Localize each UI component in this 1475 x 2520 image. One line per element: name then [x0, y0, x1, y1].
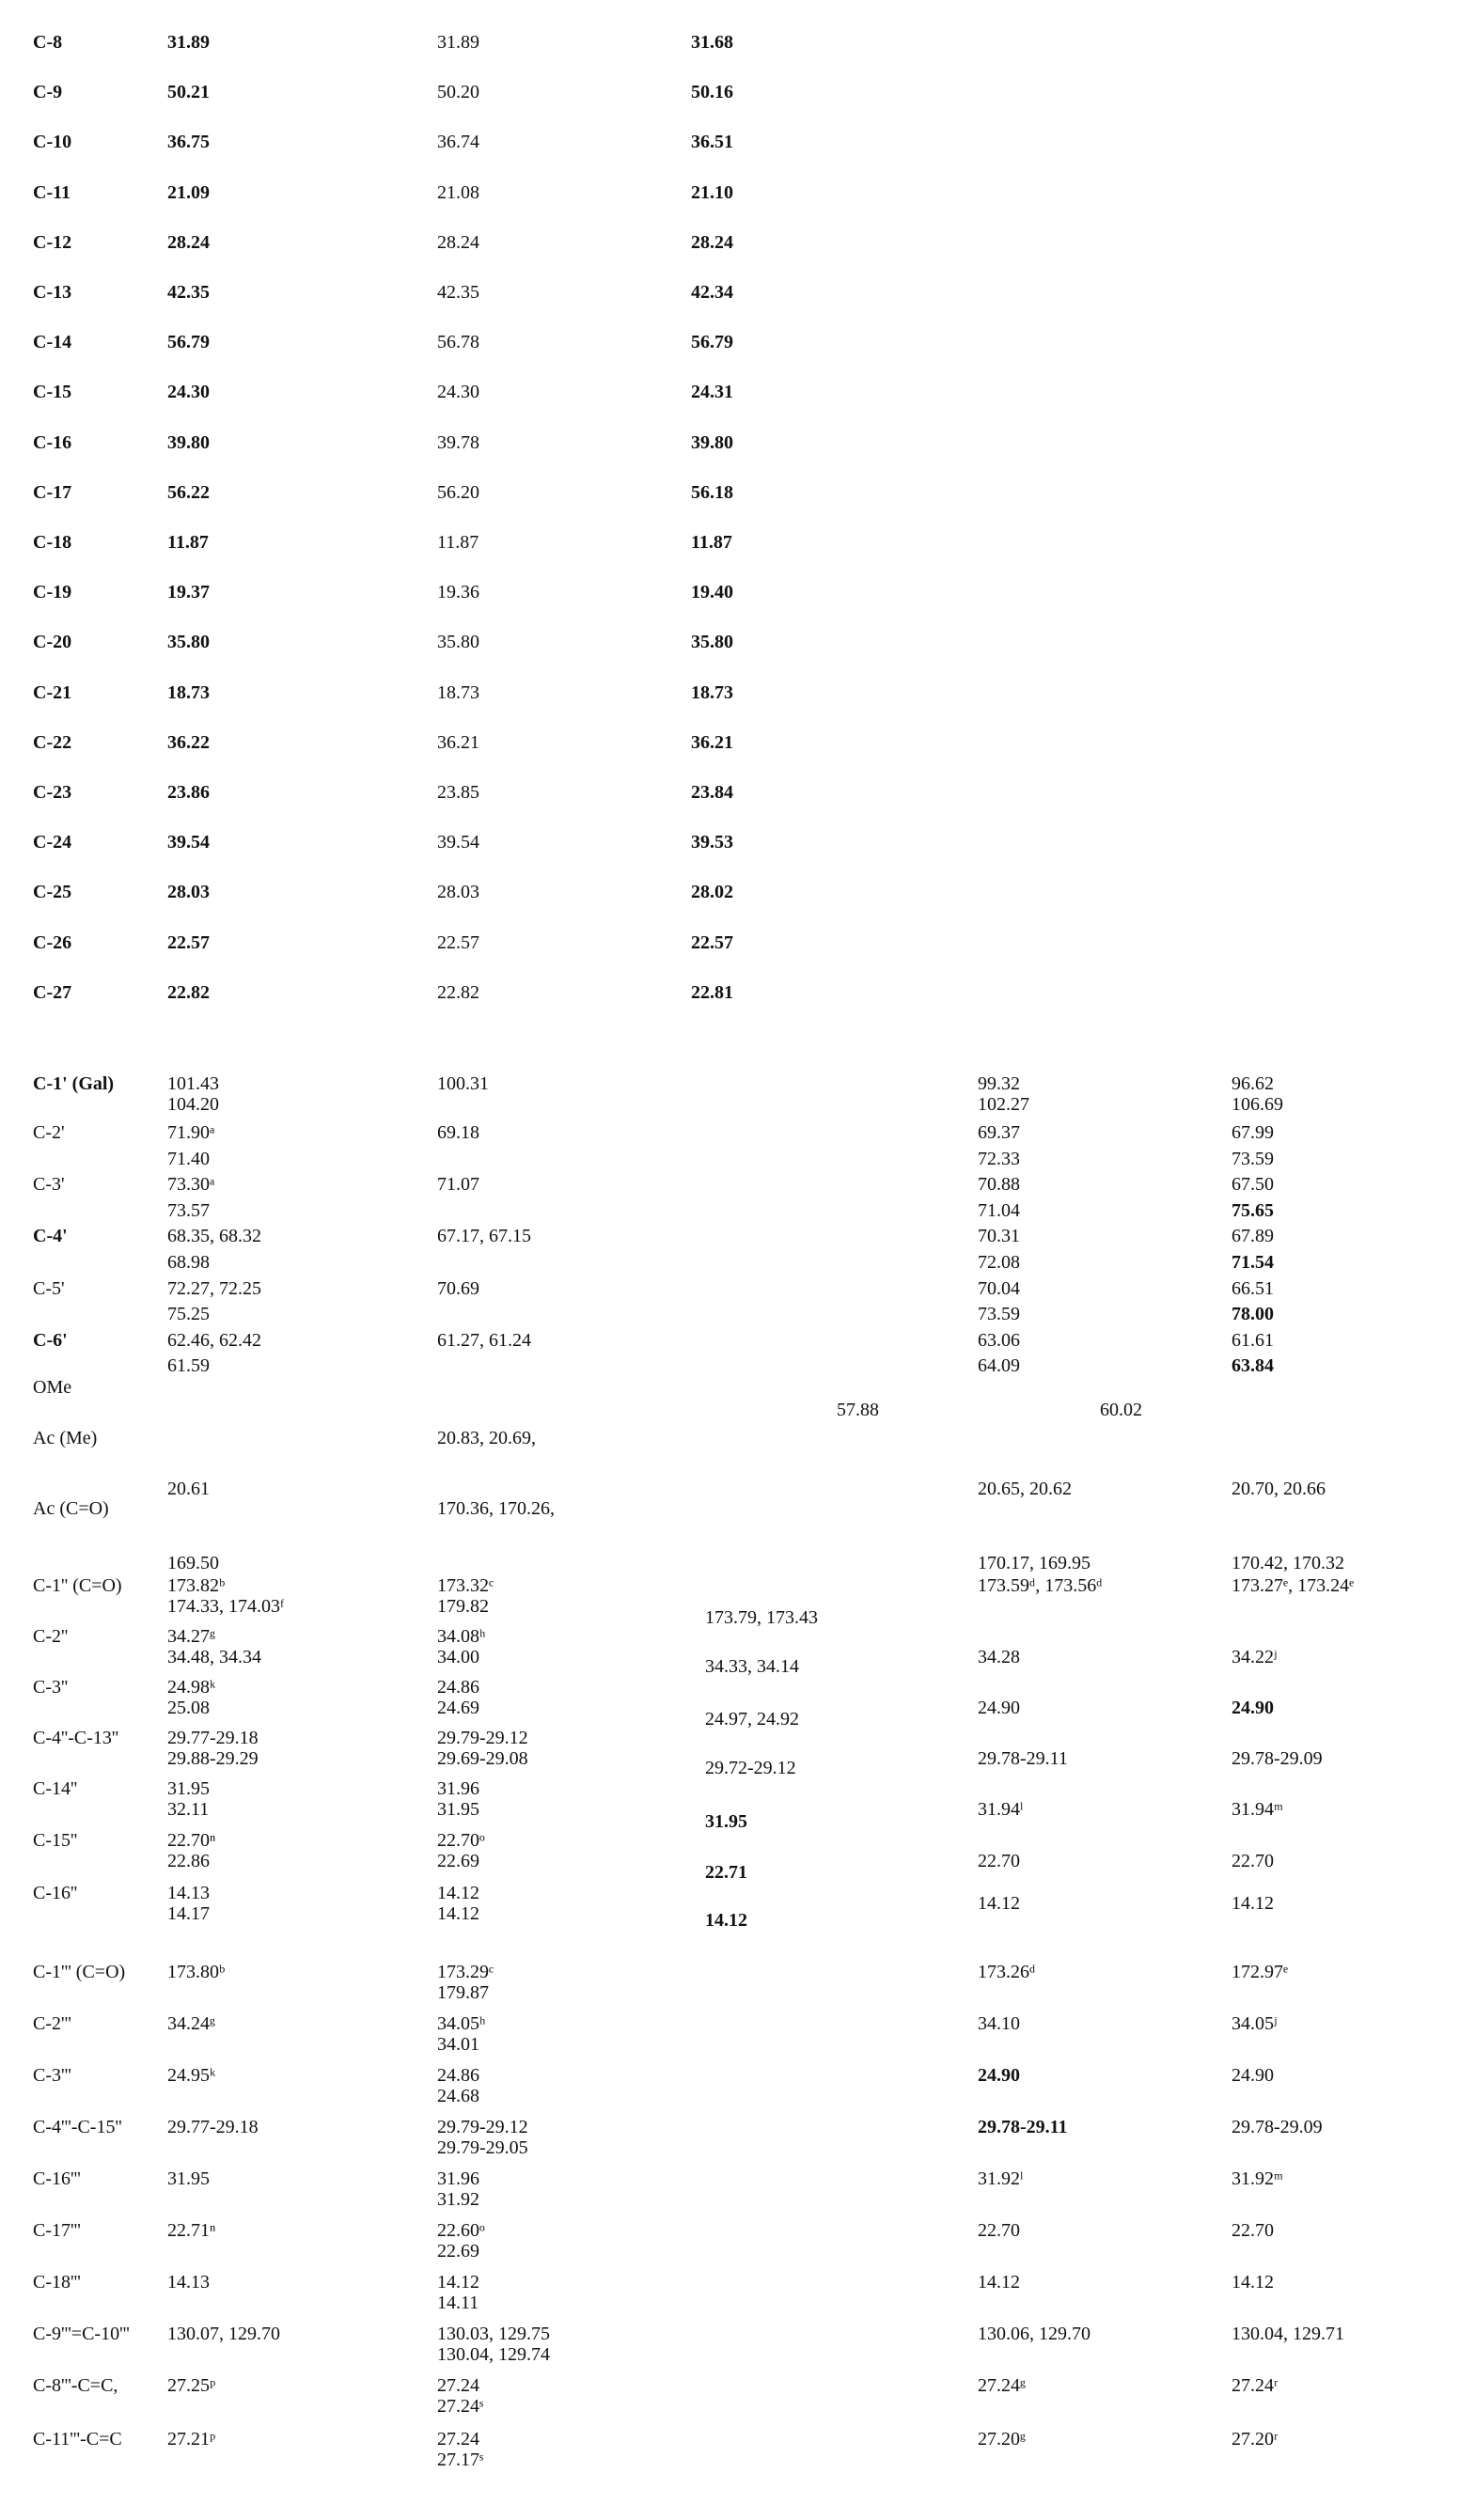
- shift-value: 72.33: [978, 1147, 1020, 1172]
- shift-value: 21.09: [167, 180, 210, 206]
- shift-value: 27.24: [437, 2427, 479, 2452]
- row-label: C-3'': [33, 1675, 68, 1700]
- row-label: C-5': [33, 1276, 65, 1302]
- row-label: C-3''': [33, 2063, 71, 2089]
- row-label: C-15'': [33, 1828, 77, 1854]
- shift-value: 71.04: [978, 1198, 1020, 1224]
- shift-value: 34.05ʲ: [1232, 2011, 1277, 2037]
- shift-value: 22.70ⁿ: [167, 1828, 215, 1854]
- shift-value: 34.01: [437, 2032, 479, 2058]
- row-label: C-2'': [33, 1624, 68, 1650]
- shift-value: 42.34: [691, 280, 733, 305]
- shift-value: 172.97ᵉ: [1232, 1960, 1288, 1985]
- shift-value: 22.57: [691, 931, 733, 956]
- shift-value: 28.02: [691, 880, 733, 905]
- shift-value: 35.80: [437, 630, 479, 655]
- shift-value: 34.10: [978, 2011, 1020, 2037]
- shift-value: 31.94ˡ: [978, 1797, 1023, 1823]
- row-label: C-18: [33, 530, 71, 556]
- shift-value: 22.69: [437, 1849, 479, 1874]
- shift-value: 22.82: [437, 980, 479, 1006]
- shift-value: 67.89: [1232, 1224, 1274, 1249]
- row-label: C-10: [33, 130, 71, 155]
- shift-value: 39.80: [167, 430, 210, 456]
- row-label: C-4''-C-13'': [33, 1726, 118, 1751]
- shift-value: 39.54: [437, 830, 479, 855]
- shift-value: 31.94ᵐ: [1232, 1797, 1283, 1823]
- shift-value: 70.69: [437, 1276, 479, 1302]
- shift-value: 73.59: [978, 1302, 1020, 1327]
- shift-value: 24.30: [437, 380, 479, 405]
- row-label: C-23: [33, 780, 71, 806]
- shift-value: 27.24ᵍ: [978, 2373, 1026, 2399]
- shift-value: 34.24ᵍ: [167, 2011, 215, 2037]
- shift-value: 71.07: [437, 1172, 479, 1197]
- shift-value: 11.87: [691, 530, 732, 556]
- shift-value: 56.22: [167, 480, 210, 506]
- shift-value: 56.79: [691, 330, 733, 355]
- shift-value: 63.06: [978, 1328, 1020, 1354]
- row-label: C-24: [33, 830, 71, 855]
- shift-value: 14.12: [437, 1902, 479, 1927]
- shift-value: 24.69: [437, 1696, 479, 1721]
- row-label: C-9'''=C-10''': [33, 2322, 130, 2347]
- shift-value: 14.12: [978, 1891, 1020, 1917]
- shift-value: 66.51: [1232, 1276, 1274, 1302]
- ome-value: 60.02: [1100, 1398, 1142, 1423]
- shift-value: 61.59: [167, 1354, 210, 1379]
- shift-value: 19.40: [691, 580, 733, 605]
- shift-value: 68.98: [167, 1250, 210, 1276]
- row-label: C-21: [33, 681, 71, 706]
- row-label: C-14: [33, 330, 71, 355]
- shift-value: 169.50: [167, 1551, 219, 1576]
- row-label: C-2': [33, 1120, 65, 1146]
- shift-value: 173.29ᶜ: [437, 1960, 494, 1985]
- shift-value: 29.78-29.11: [978, 1746, 1068, 1772]
- shift-value: 31.92ᵐ: [1232, 2167, 1283, 2192]
- shift-value: 22.70: [978, 1849, 1020, 1874]
- shift-value: 31.95: [437, 1797, 479, 1823]
- shift-value: 27.25ᵖ: [167, 2373, 215, 2399]
- shift-value: 22.71ⁿ: [167, 2218, 215, 2244]
- shift-value: 14.11: [437, 2291, 479, 2316]
- shift-value: 22.60ᵒ: [437, 2218, 485, 2244]
- shift-value: 32.11: [167, 1797, 209, 1823]
- row-label: C-4'''-C-15'': [33, 2115, 122, 2140]
- shift-value: 27.17ˢ: [437, 2448, 483, 2473]
- row-label: C-18''': [33, 2270, 81, 2295]
- shift-value: 22.71: [705, 1860, 747, 1886]
- shift-value: 14.13: [167, 2270, 210, 2295]
- shift-value: 29.79-29.12: [437, 2115, 528, 2140]
- shift-value: 39.78: [437, 430, 479, 456]
- shift-value: 70.88: [978, 1172, 1020, 1197]
- shift-value: 173.80ᵇ: [167, 1960, 225, 1985]
- shift-value: 24.30: [167, 380, 210, 405]
- shift-value: 14.12: [437, 2270, 479, 2295]
- shift-value: 173.32ᶜ: [437, 1573, 494, 1599]
- shift-value: 36.74: [437, 130, 479, 155]
- shift-value: 27.24ʳ: [1232, 2373, 1278, 2399]
- shift-value: 102.27: [978, 1092, 1029, 1118]
- shift-value: 56.79: [167, 330, 210, 355]
- shift-value: 22.57: [437, 931, 479, 956]
- shift-value: 29.88-29.29: [167, 1746, 259, 1772]
- shift-value: 62.46, 62.42: [167, 1328, 261, 1354]
- shift-value: 173.27ᵉ, 173.24ᵉ: [1232, 1573, 1354, 1599]
- shift-value: 22.69: [437, 2239, 479, 2264]
- shift-value: 173.79, 173.43: [705, 1605, 818, 1631]
- row-label: OMe: [33, 1375, 71, 1401]
- shift-value: 21.10: [691, 180, 733, 206]
- shift-value: 99.32: [978, 1072, 1020, 1097]
- shift-value: 23.85: [437, 780, 479, 806]
- shift-value: 173.82ᵇ: [167, 1573, 225, 1599]
- shift-value: 29.77-29.18: [167, 1726, 259, 1751]
- shift-value: 24.90: [978, 2063, 1020, 2089]
- shift-value: 24.90: [1232, 1696, 1274, 1721]
- shift-value: 24.90: [978, 1696, 1020, 1721]
- shift-value: 25.08: [167, 1696, 210, 1721]
- shift-value: 75.65: [1232, 1198, 1274, 1224]
- shift-value: 36.75: [167, 130, 210, 155]
- shift-value: 50.16: [691, 80, 733, 105]
- shift-value: 28.24: [167, 230, 210, 256]
- shift-value: 70.31: [978, 1224, 1020, 1249]
- row-label: C-17: [33, 480, 71, 506]
- shift-value: 179.87: [437, 1980, 489, 2006]
- shift-value: 27.24: [437, 2373, 479, 2399]
- shift-value: 63.84: [1232, 1354, 1274, 1379]
- shift-value: 34.27ᵍ: [167, 1624, 215, 1650]
- shift-value: 56.78: [437, 330, 479, 355]
- shift-value: 68.35, 68.32: [167, 1224, 261, 1249]
- shift-value: 27.21ᵖ: [167, 2427, 215, 2452]
- shift-value: 170.42, 170.32: [1232, 1551, 1344, 1576]
- shift-value: 22.70: [978, 2218, 1020, 2244]
- shift-value: 31.95: [705, 1809, 747, 1835]
- shift-value: 28.24: [437, 230, 479, 256]
- row-label: Ac (C=O): [33, 1496, 109, 1522]
- shift-value: 31.68: [691, 30, 733, 55]
- shift-value: 29.72-29.12: [705, 1756, 796, 1781]
- row-label: C-14'': [33, 1777, 77, 1802]
- shift-value: 50.20: [437, 80, 479, 105]
- row-label: C-3': [33, 1172, 65, 1197]
- shift-value: 31.96: [437, 1777, 479, 1802]
- shift-value: 31.95: [167, 1777, 210, 1802]
- shift-value: 22.81: [691, 980, 733, 1006]
- shift-value: 22.70ᵒ: [437, 1828, 485, 1854]
- shift-value: 36.51: [691, 130, 733, 155]
- shift-value: 31.96: [437, 2167, 479, 2192]
- shift-value: 61.61: [1232, 1328, 1274, 1354]
- shift-value: 72.08: [978, 1250, 1020, 1276]
- shift-value: 173.59ᵈ, 173.56ᵈ: [978, 1573, 1102, 1599]
- shift-value: 29.79-29.05: [437, 2136, 528, 2161]
- row-label: C-8'''-C=C,: [33, 2373, 118, 2399]
- row-label: C-15: [33, 380, 71, 405]
- shift-value: 27.20ᵍ: [978, 2427, 1026, 2452]
- row-label: C-6': [33, 1328, 68, 1354]
- shift-value: 23.86: [167, 780, 210, 806]
- shift-value: 20.70, 20.66: [1232, 1477, 1326, 1502]
- row-label: C-2''': [33, 2011, 71, 2037]
- shift-value: 20.61: [167, 1477, 210, 1502]
- shift-value: 14.17: [167, 1902, 210, 1927]
- row-label: C-16: [33, 430, 71, 456]
- shift-value: 14.12: [437, 1881, 479, 1906]
- row-label: C-1' (Gal): [33, 1072, 114, 1097]
- shift-value: 24.95ᵏ: [167, 2063, 215, 2089]
- ome-value: 57.88: [837, 1398, 879, 1423]
- shift-value: 173.26ᵈ: [978, 1960, 1035, 1985]
- shift-value: 29.77-29.18: [167, 2115, 259, 2140]
- row-label: C-17''': [33, 2218, 81, 2244]
- shift-value: 130.06, 129.70: [978, 2322, 1091, 2347]
- shift-value: 69.18: [437, 1120, 479, 1146]
- row-label: C-19: [33, 580, 71, 605]
- shift-value: 104.20: [167, 1092, 219, 1118]
- shift-value: 29.78-29.09: [1232, 2115, 1323, 2140]
- shift-value: 19.37: [167, 580, 210, 605]
- shift-value: 100.31: [437, 1072, 489, 1097]
- shift-value: 24.98ᵏ: [167, 1675, 215, 1700]
- row-label: C-25: [33, 880, 71, 905]
- shift-value: 96.62: [1232, 1072, 1274, 1097]
- row-label: C-20: [33, 630, 71, 655]
- shift-value: 22.70: [1232, 2218, 1274, 2244]
- shift-value: 69.37: [978, 1120, 1020, 1146]
- shift-value: 24.97, 24.92: [705, 1707, 799, 1732]
- shift-value: 20.83, 20.69,: [437, 1426, 536, 1451]
- shift-value: 75.25: [167, 1302, 210, 1327]
- shift-value: 27.24ˢ: [437, 2394, 483, 2419]
- shift-value: 78.00: [1232, 1302, 1274, 1327]
- shift-value: 22.86: [167, 1849, 210, 1874]
- shift-value: 31.92: [437, 2187, 479, 2213]
- shift-value: 14.13: [167, 1881, 210, 1906]
- shift-value: 71.54: [1232, 1250, 1274, 1276]
- shift-value: 20.65, 20.62: [978, 1477, 1072, 1502]
- shift-value: 34.28: [978, 1645, 1020, 1670]
- shift-value: 50.21: [167, 80, 210, 105]
- shift-value: 106.69: [1232, 1092, 1283, 1118]
- row-label: C-9: [33, 80, 62, 105]
- row-label: C-26: [33, 931, 71, 956]
- shift-value: 71.40: [167, 1147, 210, 1172]
- shift-value: 34.33, 34.14: [705, 1654, 799, 1680]
- shift-value: 130.04, 129.74: [437, 2342, 550, 2368]
- shift-value: 28.03: [167, 880, 210, 905]
- shift-value: 130.04, 129.71: [1232, 2322, 1344, 2347]
- shift-value: 67.99: [1232, 1120, 1274, 1146]
- shift-value: 22.57: [167, 931, 210, 956]
- shift-value: 18.73: [691, 681, 733, 706]
- shift-value: 14.12: [1232, 2270, 1274, 2295]
- shift-value: 22.70: [1232, 1849, 1274, 1874]
- shift-value: 21.08: [437, 180, 479, 206]
- shift-value: 24.68: [437, 2084, 479, 2109]
- shift-value: 101.43: [167, 1072, 219, 1097]
- shift-value: 22.82: [167, 980, 210, 1006]
- shift-value: 28.24: [691, 230, 733, 256]
- shift-value: 24.86: [437, 1675, 479, 1700]
- shift-value: 14.12: [705, 1908, 747, 1933]
- shift-value: 34.05ʰ: [437, 2011, 485, 2037]
- shift-value: 34.08ʰ: [437, 1624, 485, 1650]
- shift-value: 24.31: [691, 380, 733, 405]
- row-label: C-1''' (C=O): [33, 1960, 125, 1985]
- row-label: C-12: [33, 230, 71, 256]
- shift-value: 130.03, 129.75: [437, 2322, 550, 2347]
- shift-value: 23.84: [691, 780, 733, 806]
- shift-value: 11.87: [167, 530, 209, 556]
- shift-value: 11.87: [437, 530, 479, 556]
- shift-value: 56.20: [437, 480, 479, 506]
- shift-value: 170.36, 170.26,: [437, 1496, 555, 1522]
- row-label: C-8: [33, 30, 62, 55]
- shift-value: 24.90: [1232, 2063, 1274, 2089]
- shift-value: 24.86: [437, 2063, 479, 2089]
- shift-value: 39.80: [691, 430, 733, 456]
- shift-value: 27.20ʳ: [1232, 2427, 1278, 2452]
- shift-value: 64.09: [978, 1354, 1020, 1379]
- shift-value: 130.07, 129.70: [167, 2322, 280, 2347]
- shift-value: 42.35: [167, 280, 210, 305]
- shift-value: 35.80: [167, 630, 210, 655]
- shift-value: 36.21: [691, 730, 733, 756]
- shift-value: 31.92ˡ: [978, 2167, 1023, 2192]
- shift-value: 36.22: [167, 730, 210, 756]
- row-label: C-13: [33, 280, 71, 305]
- shift-value: 73.59: [1232, 1147, 1274, 1172]
- shift-value: 29.78-29.09: [1232, 1746, 1323, 1772]
- row-label: C-1'' (C=O): [33, 1573, 122, 1599]
- shift-value: 29.78-29.11: [978, 2115, 1068, 2140]
- row-label: Ac (Me): [33, 1426, 97, 1451]
- shift-value: 174.33, 174.03ᶠ: [167, 1594, 284, 1620]
- shift-value: 36.21: [437, 730, 479, 756]
- shift-value: 56.18: [691, 480, 733, 506]
- row-label: C-4': [33, 1224, 68, 1249]
- shift-value: 34.48, 34.34: [167, 1645, 261, 1670]
- shift-value: 31.95: [167, 2167, 210, 2192]
- row-label: C-27: [33, 980, 71, 1006]
- shift-value: 31.89: [167, 30, 210, 55]
- shift-value: 14.12: [1232, 1891, 1274, 1917]
- row-label: C-16''': [33, 2167, 81, 2192]
- shift-value: 70.04: [978, 1276, 1020, 1302]
- shift-value: 73.30ᵃ: [167, 1172, 214, 1197]
- shift-value: 61.27, 61.24: [437, 1328, 531, 1354]
- shift-value: 71.90ᵃ: [167, 1120, 214, 1146]
- shift-value: 34.22ʲ: [1232, 1645, 1277, 1670]
- row-label: C-16'': [33, 1881, 77, 1906]
- shift-value: 42.35: [437, 280, 479, 305]
- shift-value: 170.17, 169.95: [978, 1551, 1091, 1576]
- shift-value: 29.69-29.08: [437, 1746, 528, 1772]
- shift-value: 18.73: [167, 681, 210, 706]
- shift-value: 73.57: [167, 1198, 210, 1224]
- shift-value: 31.89: [437, 30, 479, 55]
- shift-value: 19.36: [437, 580, 479, 605]
- shift-value: 18.73: [437, 681, 479, 706]
- shift-value: 72.27, 72.25: [167, 1276, 261, 1302]
- shift-value: 179.82: [437, 1594, 489, 1620]
- shift-value: 35.80: [691, 630, 733, 655]
- shift-value: 39.53: [691, 830, 733, 855]
- shift-value: 67.17, 67.15: [437, 1224, 531, 1249]
- shift-value: 29.79-29.12: [437, 1726, 528, 1751]
- shift-value: 39.54: [167, 830, 210, 855]
- shift-value: 34.00: [437, 1645, 479, 1670]
- row-label: C-11'''-C=C: [33, 2427, 122, 2452]
- shift-value: 67.50: [1232, 1172, 1274, 1197]
- row-label: C-11: [33, 180, 71, 206]
- shift-value: 14.12: [978, 2270, 1020, 2295]
- shift-value: 28.03: [437, 880, 479, 905]
- row-label: C-22: [33, 730, 71, 756]
